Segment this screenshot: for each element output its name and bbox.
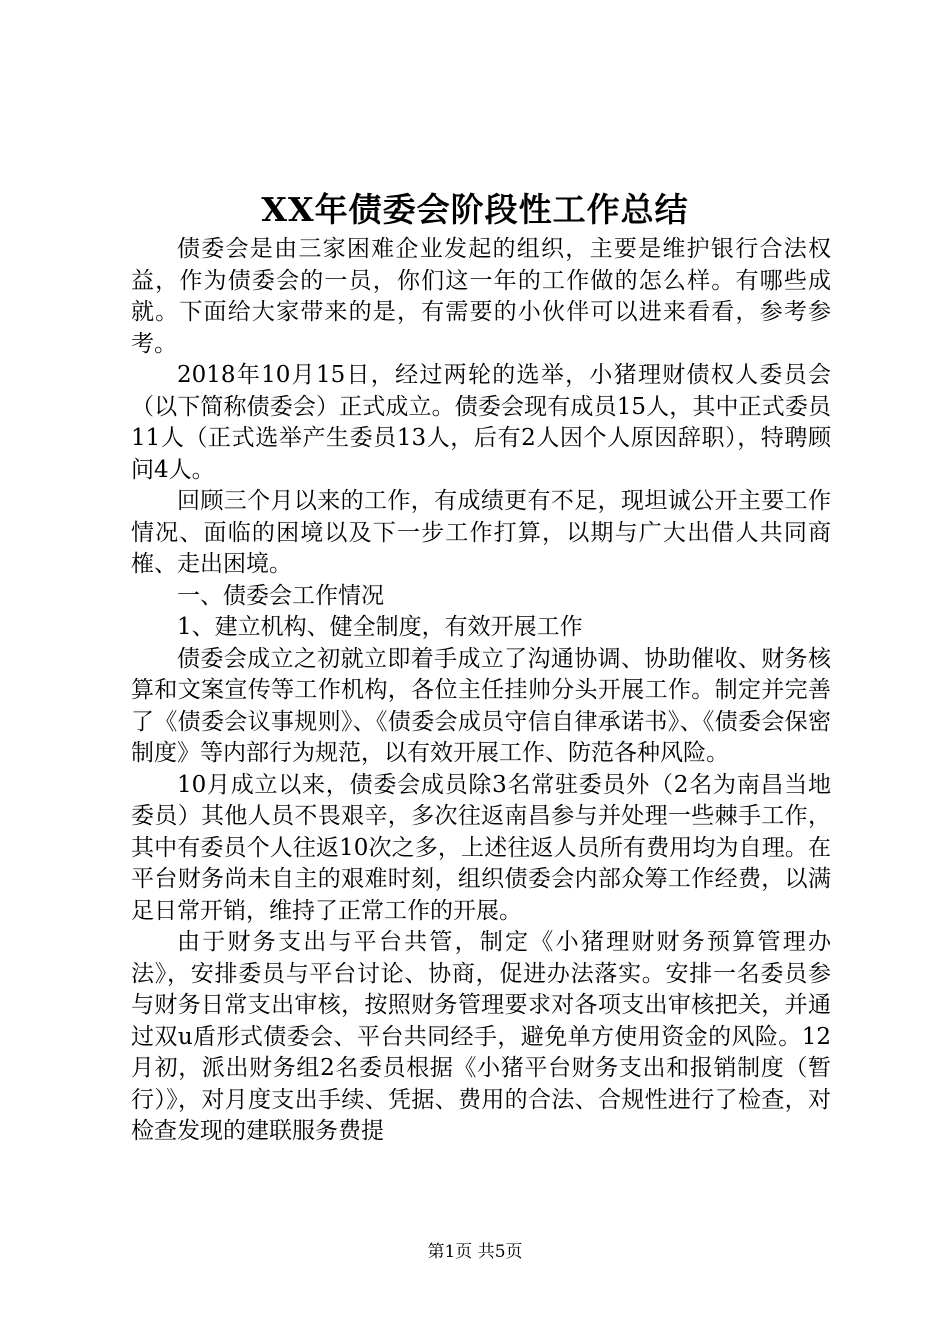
document-body bbox=[131, 234, 831, 1148]
subsection-heading-1: 1、建立机构、健全制度，有效开展工作 bbox=[177, 614, 583, 640]
paragraph-finance: 由于财务支出与平台共管，制定《小猪理财财务预算管理办法》，安排委员与平台讨论、协商，促进办法落实。安排一名委员参与财务日常支出审核，按照财务管理要求对各项支出审核把关，并通过双u盾形式债委会、平台共同经手，避免单方使用资金的风险。12月初，派出财务组2名委员根据《小猪平台财务支出和报销制度（暂行）》，对月度支出手续、凭据、费用的合法、合规性进行了检查，对检查发现的建联服务费提 bbox=[131, 929, 831, 1144]
section-heading-1: 一、债委会工作情况 bbox=[177, 582, 384, 609]
paragraph-review: 回顾三个月以来的工作，有成绩更有不足，现坦诚公开主要工作情况、面临的困境以及下一步工作打算，以期与广大出借人共同商榷、走出困境。 bbox=[131, 488, 831, 577]
paragraph-organization: 债委会成立之初就立即着手成立了沟通协调、协助催收、财务核算和文案宣传等工作机构，各位主任挂帅分头开展工作。制定并完善了《债委会议事规则》、《债委会成员守信自律承诺书》、《债委会保密制度》等内部行为规范，以有效开展工作、防范各种风险。 bbox=[131, 645, 831, 766]
page-number-footer: 第1页 共5页 bbox=[427, 1242, 523, 1262]
paragraph-establishment: 2018年10月15日，经过两轮的选举，小猪理财债权人委员会（以下简称债委会）正式成立。债委会现有成员15人，其中正式委员11人（正式选举产生委员13人，后有2人因个人原因辞职），特聘顾问4人。 bbox=[131, 362, 831, 483]
document-title: XX年债委会阶段性工作总结 bbox=[261, 190, 689, 229]
paragraph-intro: 债委会是由三家困难企业发起的组织，主要是维护银行合法权益，作为债委会的一员，你们这一年的工作做的怎么样。有哪些成就。下面给大家带来的是，有需要的小伙伴可以进来看看，参考参考。 bbox=[131, 236, 831, 357]
paragraph-members-work: 10月成立以来，债委会成员除3名常驻委员外（2名为南昌当地委员）其他人员不畏艰辛，多次往返南昌参与并处理一些棘手工作，其中有委员个人往返10次之多，上述往返人员所有费用均为自理。在平台财务尚未自主的艰难时刻，组织债委会内部众筹工作经费，以满足日常开销，维持了正常工作的开展。 bbox=[131, 771, 831, 924]
